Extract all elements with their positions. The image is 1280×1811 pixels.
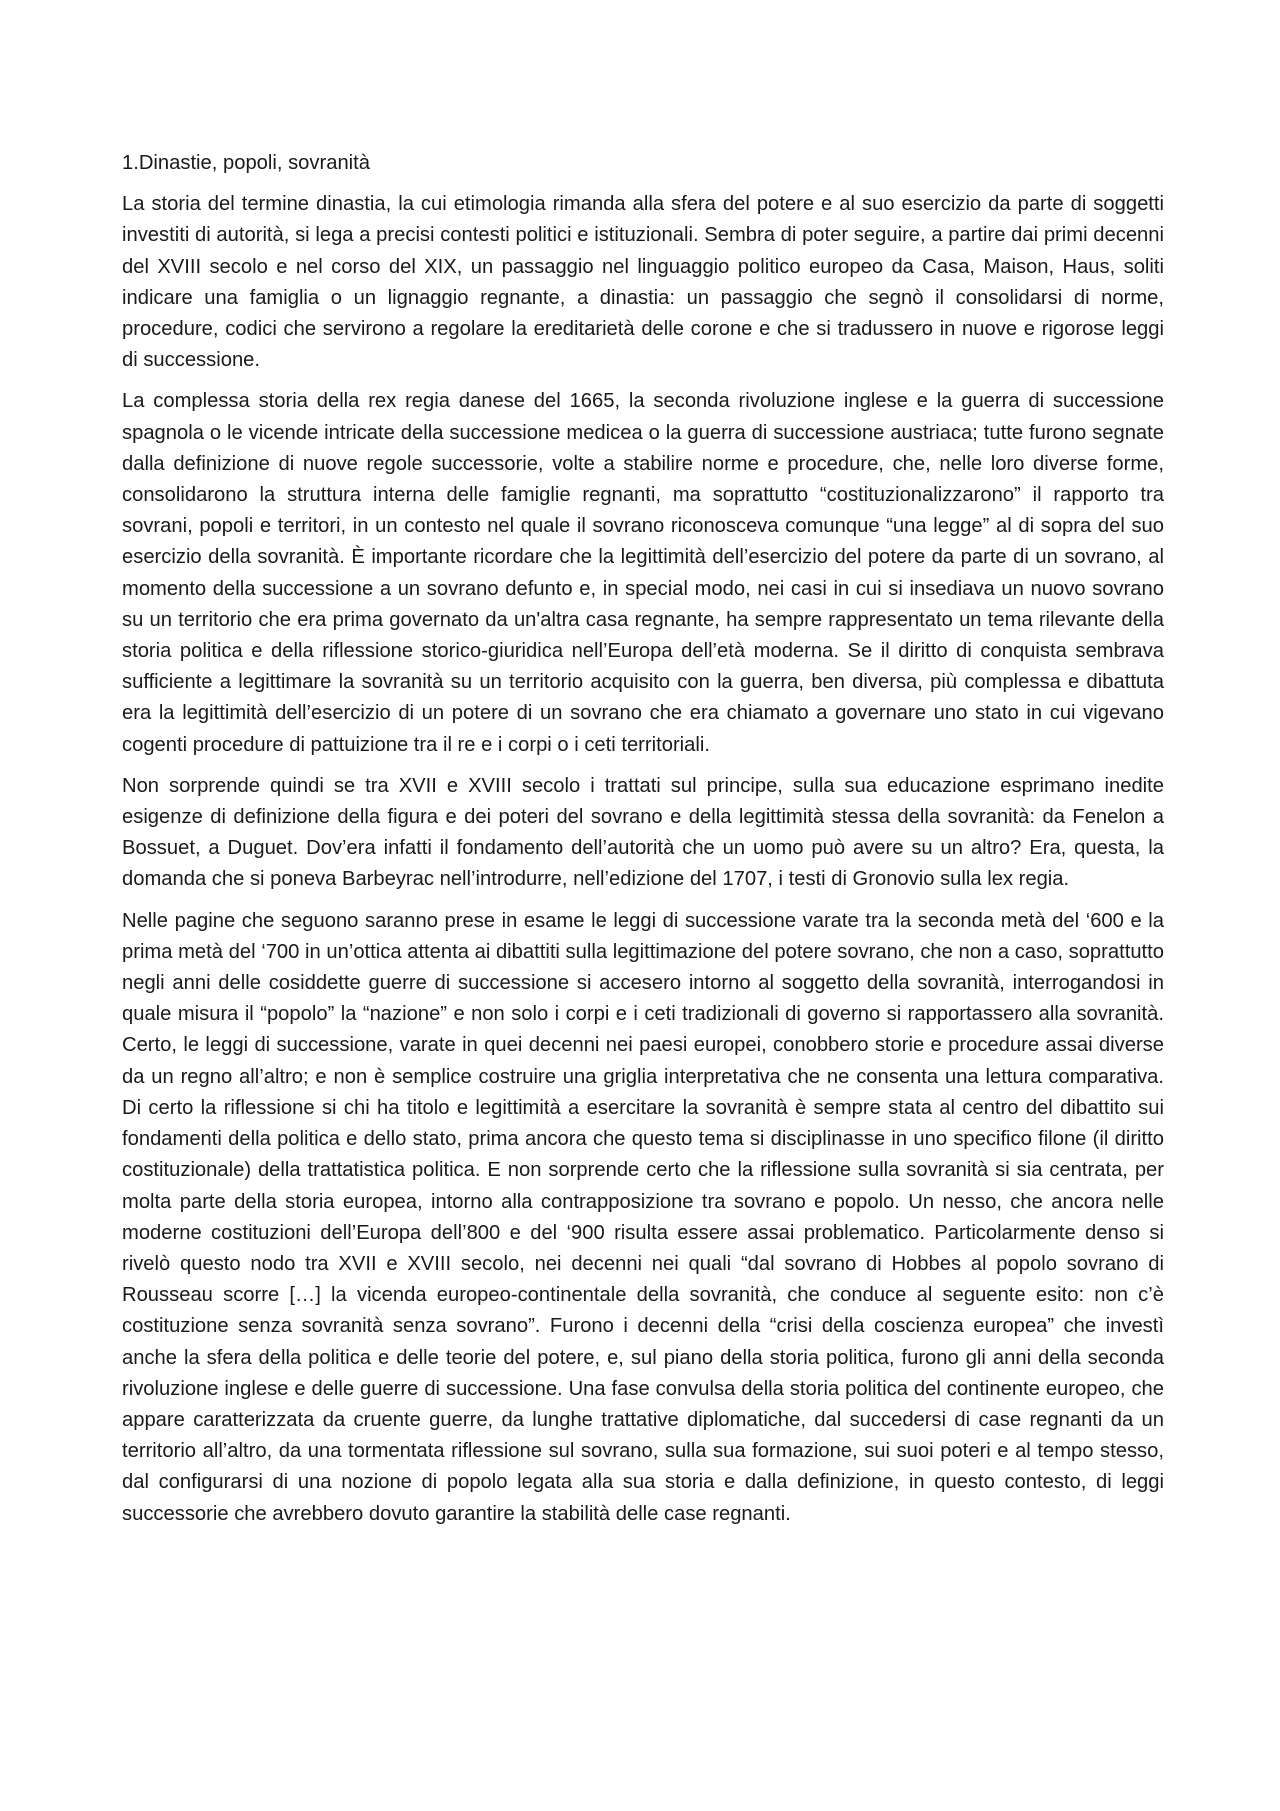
paragraph-rex-regia: La complessa storia della rex regia danese del 1665, la seconda rivoluzione inglese e la guerra di successione spagnola o le vicende intricate della successione medicea o la guerra di successione austriaca; tutte furono segnate dalla definizione di nuove regole successorie, volte a stabilire norme e procedure, che, nelle loro diverse forme, consolidarono la struttura interna delle famiglie regnanti, ma soprattutto “costituzionalizzarono” il rapporto tra sovrani, popoli e territori, in un contesto nel quale il sovrano riconosceva comunque “una legge” al di sopra del suo esercizio della sovranità. È importante ricordare che la legittimità dell’esercizio del potere da parte di un sovrano, al momento della successione a un sovrano defunto e, in special modo, nei casi in cui si insediava un nuovo sovrano su un territorio che era prima governato da un'altra casa regnante, ha sempre rappresentato un tema rilevante della storia politica e della riflessione storico-giuridica nell’Europa dell’età moderna. Se il diritto di conquista sembrava sufficiente a legittimare la sovranità su un territorio acquisito con la guerra, ben diversa, più complessa e dibattuta era la legittimità dell’esercizio di un potere di un sovrano che era chiamato a governare uno stato in cui vigevano cogenti procedure di pattuizione tra il re e i corpi o i ceti territoriali. (122, 390, 1164, 756)
document-page (122, 148, 1164, 1540)
paragraph-trattati-principe: Non sorprende quindi se tra XVII e XVIII secolo i trattati sul principe, sulla sua educazione esprimano inedite esigenze di definizione della figura e dei poteri del sovrano e della legittimità stessa della sovranità: da Fenelon a Bossuet, a Duguet. Dov’era infatti il fondamento dell’autorità che un uomo può avere su un altro? Era, questa, la domanda che si poneva Barbeyrac nell’introdurre, nell’edizione del 1707, i testi di Gronovio sulla lex regia. (122, 774, 1164, 891)
paragraph-dinastia: La storia del termine dinastia, la cui etimologia rimanda alla sfera del potere e al suo esercizio da parte di soggetti investiti di autorità, si lega a precisi contesti politici e istituzionali. Sembra di poter seguire, a partire dai primi decenni del XVIII secolo e nel corso del XIX, un passaggio nel linguaggio politico europeo da Casa, Maison, Haus, soliti indicare una famiglia o un lignaggio regnante, a dinastia: un passaggio che segnò il consolidarsi di norme, procedure, codici che servirono a regolare la ereditarietà delle corone e che si tradussero in nuove e rigorose leggi di successione. (122, 193, 1164, 372)
section-heading: 1.Dinastie, popoli, sovranità (122, 152, 370, 174)
paragraph-leggi-successione: Nelle pagine che seguono saranno prese in esame le leggi di successione varate tra la seconda metà del ‘600 e la prima metà del ‘700 in un’ottica attenta ai dibattiti sulla legittimazione del potere sovrano, che non a caso, soprattutto negli anni delle cosiddette guerre di successione si accesero intorno al soggetto della sovranità, interrogandosi in quale misura il “popolo” la “nazione” e non solo i corpi e i ceti tradizionali di governo si rapportassero alla sovranità. Certo, le leggi di successione, varate in quei decenni nei paesi europei, conobbero storie e procedure assai diverse da un regno all’altro; e non è semplice costruire una griglia interpretativa che ne consenta una lettura comparativa. Di certo la riflessione si chi ha titolo e legittimità a esercitare la sovranità è sempre stata al centro del dibattito sui fondamenti della politica e dello stato, prima ancora che questo tema si disciplinasse in uno specifico filone (il diritto costituzionale) della trattatistica politica. E non sorprende certo che la riflessione sulla sovranità si sia centrata, per molta parte della storia europea, intorno alla contrapposizione tra sovrano e popolo. Un nesso, che ancora nelle moderne costituzioni dell’Europa dell’800 e del ‘900 risulta essere assai problematico. Particolarmente denso si rivelò questo nodo tra XVII e XVIII secolo, nei decenni nei quali “dal sovrano di Hobbes al popolo sovrano di Rousseau scorre […] la vicenda europeo-continentale della sovranità, che conduce al seguente esito: non c’è costituzione senza sovranità senza sovrano”. Furono i decenni della “crisi della coscienza europea” che investì anche la sfera della politica e delle teorie del potere, e, sul piano della storia politica, furono gli anni della seconda rivoluzione inglese e delle guerre di successione. Una fase convulsa della storia politica del continente europeo, che appare caratterizzata da cruente guerre, da lunghe trattative diplomatiche, dal succedersi di case regnanti da un territorio all’altro, da una tormentata riflessione sul sovrano, sulla sua formazione, sui suoi poteri e al tempo stesso, dal configurarsi di una nozione di popolo legata alla sua storia e dalla definizione, in questo contesto, di leggi successorie che avrebbero dovuto garantire la stabilità delle case regnanti. (122, 909, 1164, 1525)
